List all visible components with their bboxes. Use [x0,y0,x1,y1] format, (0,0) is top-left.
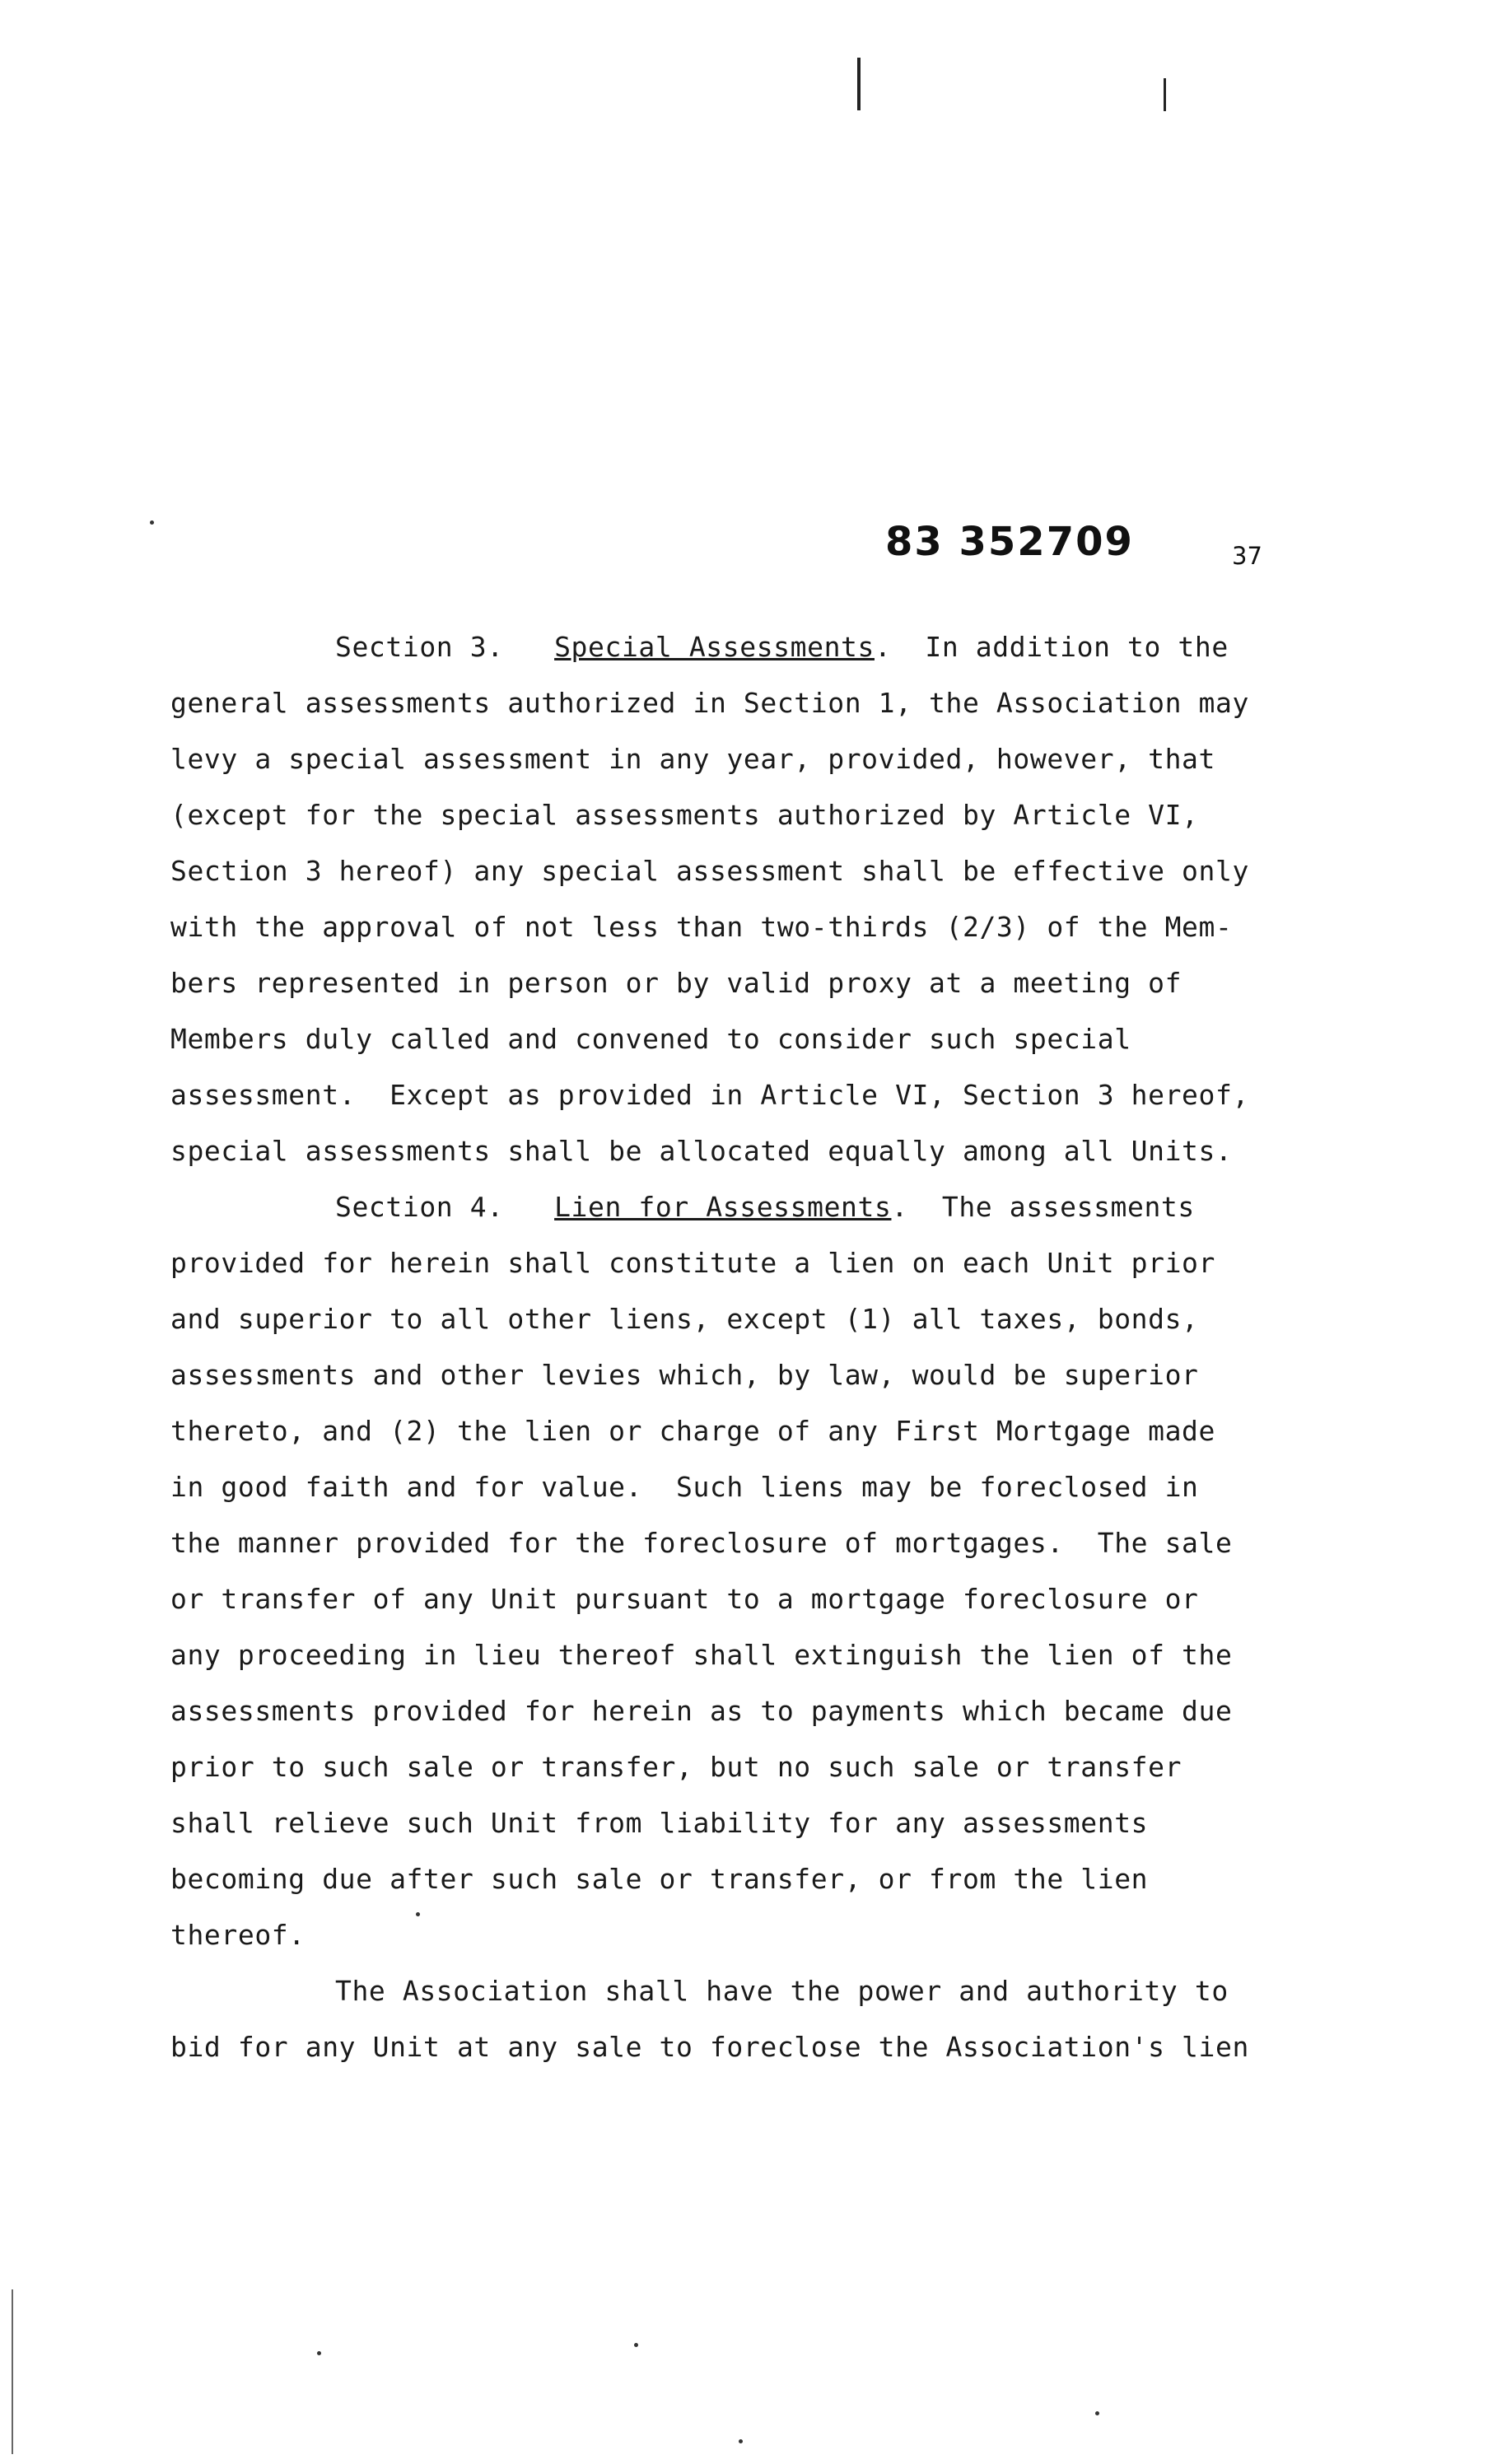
section-4-label: Section 4. [335,1191,504,1223]
paragraph-3-line-0: The Association shall have the power and authority to [335,1975,1229,2007]
text-line: the manner provided for the foreclosure of mortgages. The sale [170,1527,1233,1559]
scan-mark-top-2 [1164,78,1166,111]
scan-dot [739,2439,743,2443]
text-line: assessment. Except as provided in Article VI, Section 3 hereof, [170,1079,1249,1111]
section-3-heading-line [170,619,1340,675]
scan-mark-left-edge [12,2289,13,2454]
section-3-label: Section 3. [335,631,504,663]
section-4-heading-line [170,1179,1340,1235]
text-line: thereto, and (2) the lien or charge of any First Mortgage made [170,1415,1215,1447]
section-4-line1-rest: . The assessments [891,1191,1195,1223]
section-3-line1-rest: . In addition to the [874,631,1229,663]
text-line: in good faith and for value. Such liens may be foreclosed in [170,1471,1199,1503]
scan-dot [317,2351,321,2355]
text-line: prior to such sale or transfer, but no such sale or transfer [170,1751,1182,1783]
document-number: 83 352709 [885,519,1134,565]
text-line: Section 3 hereof) any special assessment shall be effective only [170,855,1249,887]
paragraph-3-first-line [170,1963,1340,2019]
section-3-title: Special Assessments [554,631,875,663]
text-line: and superior to all other liens, except (1) all taxes, bonds, [170,1303,1199,1335]
text-line: with the approval of not less than two-thirds (2/3) of the Mem- [170,911,1233,943]
page-number: 37 [1232,542,1262,570]
text-line: bid for any Unit at any sale to foreclose the Association's lien [170,2031,1249,2063]
text-line: provided for herein shall constitute a lien on each Unit prior [170,1247,1215,1279]
text-line: any proceeding in lieu thereof shall extinguish the lien of the [170,1639,1233,1671]
text-line: levy a special assessment in any year, provided, however, that [170,743,1215,775]
scan-dot [634,2343,638,2347]
section-4-title: Lien for Assessments [554,1191,892,1223]
text-line: becoming due after such sale or transfer, or from the lien [170,1863,1149,1895]
scan-mark-top-1 [857,58,861,110]
text-line: bers represented in person or by valid proxy at a meeting of [170,967,1182,999]
text-line: or transfer of any Unit pursuant to a mortgage foreclosure or [170,1583,1199,1615]
text-line: (except for the special assessments authorized by Article VI, [170,799,1199,831]
scan-dot [1095,2411,1099,2415]
text-line: thereof. [170,1919,306,1951]
scan-dot [150,520,154,525]
text-line: Members duly called and convened to consider such special [170,1023,1131,1055]
text-line: assessments provided for herein as to payments which became due [170,1695,1233,1727]
text-line: shall relieve such Unit from liability for any assessments [170,1807,1149,1839]
body-text [170,619,1340,2075]
text-line: special assessments shall be allocated equally among all Units. [170,1135,1233,1167]
text-line: general assessments authorized in Section 1, the Association may [170,687,1249,719]
text-line: assessments and other levies which, by law, would be superior [170,1359,1199,1391]
